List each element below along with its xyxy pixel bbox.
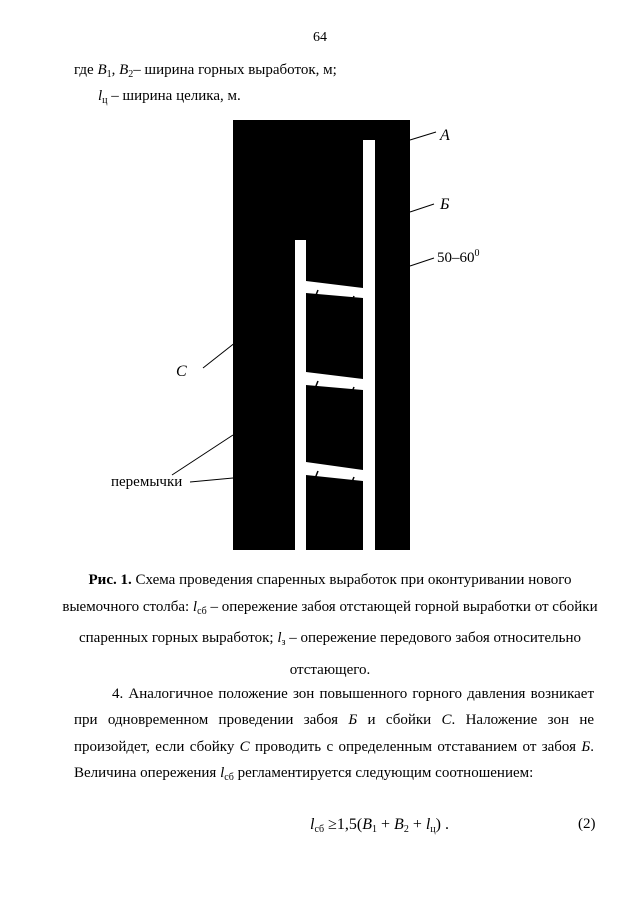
para-t5: . Величина опережения: [74, 738, 594, 781]
leader-angle: [410, 258, 434, 266]
caption-var1: l: [192, 598, 198, 615]
formula-close: ) .: [435, 816, 449, 833]
para-t3: . Наложение зон не произойдет, если сбойку: [74, 712, 595, 755]
para-v5: l: [220, 764, 225, 781]
formula-plus1: +: [377, 816, 395, 833]
label-b: Б: [440, 196, 450, 213]
body-paragraph: [74, 681, 594, 791]
caption-sub1: сб: [197, 605, 207, 617]
formula-b1: B: [362, 816, 372, 833]
formula-plus2: +: [408, 816, 426, 833]
formula-op: ≥1,5(: [324, 816, 363, 833]
para-t1: 4. Аналогичное положение зон повышенного горного давления возникает при одновременном проведении забоя: [74, 686, 594, 729]
label-c: С: [176, 363, 187, 380]
def2-text: – ширина целика, м.: [107, 88, 241, 104]
formula-lhs: l: [310, 816, 315, 833]
drift-c: [295, 240, 306, 550]
def2-sub: ц: [102, 95, 108, 106]
formula-b2: B: [394, 816, 404, 833]
caption-var2: l: [277, 630, 282, 646]
figure-caption: [60, 567, 600, 683]
para-t4: проводить с определенным отставанием от забоя: [249, 738, 582, 755]
def1-sub2: 2: [128, 69, 134, 80]
para-v1: Б: [348, 712, 358, 729]
caption-part1: Схема проведения спаренных выработок при оконтуривании нового выемочного столба:: [62, 572, 572, 615]
para-v2: С: [441, 712, 452, 729]
equation-number: (2): [578, 816, 596, 832]
label-a: А: [440, 127, 450, 144]
caption-sub2: з: [281, 637, 286, 648]
label-angle-degree: 0: [474, 248, 480, 259]
para-v5sub: сб: [224, 771, 234, 783]
def1-sep: ,: [111, 62, 120, 78]
para-v3: С: [239, 738, 250, 755]
formula-b1-sub: 1: [372, 824, 377, 835]
para-t6: регламентируется следующим соотношением:: [233, 764, 534, 781]
para-t2: и сбойки: [357, 712, 442, 729]
label-angle: [437, 248, 480, 267]
formula-2: [310, 816, 449, 835]
leader-bridges-bottom: [190, 478, 233, 482]
page-number: 64: [313, 30, 327, 45]
def1-pre: где: [74, 62, 98, 78]
leader-a: [410, 132, 436, 140]
drift-b: [363, 140, 375, 550]
caption-label: Рис. 1.: [88, 572, 132, 588]
def1-var2: B: [119, 62, 129, 78]
leader-b: [410, 204, 434, 212]
formula-l: l: [425, 816, 431, 833]
def2-var: l: [98, 88, 103, 104]
para-v4: Б: [581, 738, 591, 755]
formula-b2-sub: 2: [403, 824, 409, 835]
leader-c: [203, 342, 236, 368]
paragraph-text: [74, 681, 594, 791]
def1-var1: B: [97, 62, 107, 78]
formula-lhs-sub: сб: [314, 824, 325, 835]
caption-part3: – опережение передового забоя относительно отстающего.: [285, 630, 581, 678]
label-angle-text: 50–60: [437, 250, 475, 266]
def1-text: – ширина горных выработок, м;: [133, 62, 337, 78]
formula-l-sub: ц: [430, 824, 436, 835]
def1-sub1: 1: [106, 69, 112, 80]
leader-bridges-top: [172, 435, 233, 475]
caption-part2: – опережение забоя отстающей горной выработки от сбойки спаренных горных выработок;: [79, 598, 598, 646]
label-bridges: перемычки: [111, 474, 183, 490]
rock-mass: [233, 120, 410, 550]
